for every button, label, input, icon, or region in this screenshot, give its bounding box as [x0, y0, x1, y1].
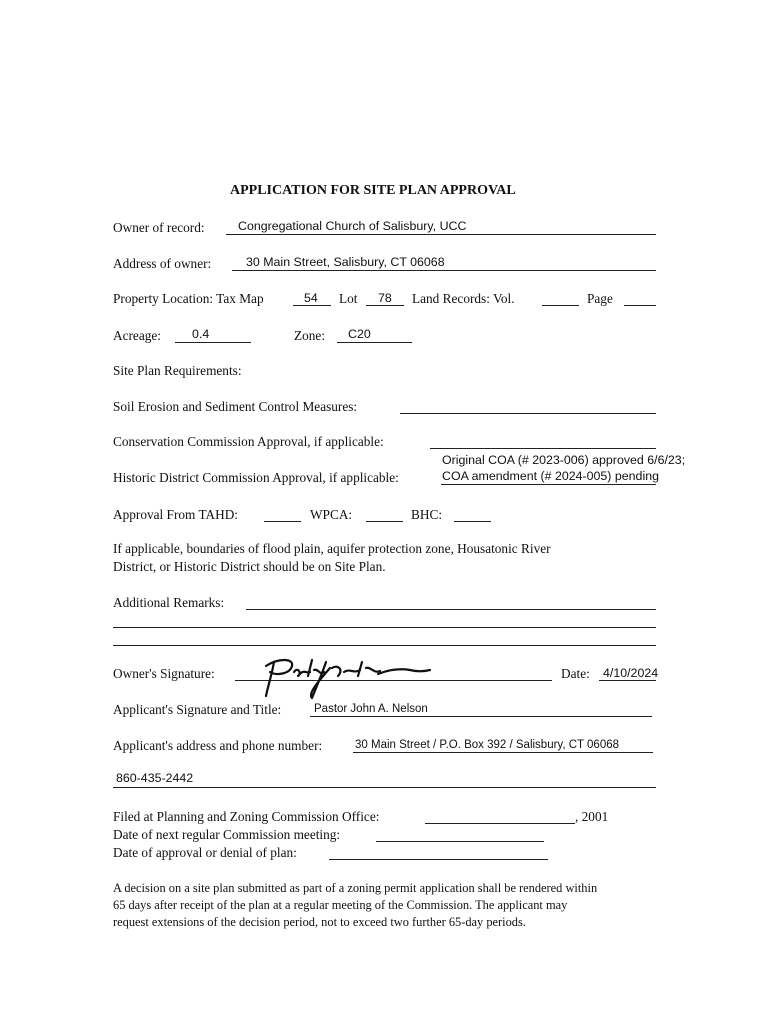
- acreage-field[interactable]: 0.4: [192, 327, 210, 341]
- approval-date-line[interactable]: [329, 859, 548, 860]
- date-line: [599, 680, 656, 681]
- owner-signature-label: Owner's Signature:: [113, 666, 215, 681]
- applicant-address-line: [353, 752, 653, 753]
- owner-line: [226, 234, 656, 235]
- historic-label: Historic District Commission Approval, if applicable:: [113, 470, 399, 485]
- historic-line: [441, 484, 656, 485]
- remarks-line-2[interactable]: [113, 627, 656, 628]
- tax-map-field[interactable]: 54: [304, 291, 318, 305]
- page-label: Page: [587, 291, 613, 306]
- applicant-signature-line: [310, 716, 652, 717]
- filed-year: , 2001: [575, 809, 609, 824]
- decision-line3: request extensions of the decision period, not to exceed two further 65-day periods.: [113, 915, 526, 929]
- soil-erosion-line[interactable]: [400, 413, 656, 414]
- bhc-line[interactable]: [454, 521, 491, 522]
- phone-field[interactable]: 860-435-2442: [116, 771, 194, 785]
- tax-map-line: [293, 305, 331, 306]
- soil-erosion-label: Soil Erosion and Sediment Control Measures:: [113, 399, 358, 414]
- address-label: Address of owner:: [113, 256, 212, 271]
- date-field[interactable]: 4/10/2024: [603, 666, 659, 680]
- address-line: [232, 270, 656, 271]
- applicant-signature-label: Applicant's Signature and Title:: [113, 702, 282, 717]
- filed-line[interactable]: [425, 823, 575, 824]
- decision-line1: A decision on a site plan submitted as part of a zoning permit application shall be rendered within: [113, 881, 598, 895]
- historic-value-line1[interactable]: Original COA (# 2023-006) approved 6/6/23;: [442, 453, 686, 467]
- applicant-address-field[interactable]: 30 Main Street / P.O. Box 392 / Salisbury, CT 06068: [355, 739, 620, 751]
- owner-label: Owner of record:: [113, 220, 205, 235]
- tahd-line[interactable]: [264, 521, 301, 522]
- site-plan-requirements-heading: Site Plan Requirements:: [113, 363, 242, 378]
- applicant-address-label: Applicant's address and phone number:: [113, 738, 323, 753]
- wpca-line[interactable]: [366, 521, 403, 522]
- conservation-line[interactable]: [430, 448, 656, 449]
- acreage-label: Acreage:: [113, 328, 161, 343]
- remarks-line-3[interactable]: [113, 645, 656, 646]
- property-location-label: Property Location: Tax Map: [113, 291, 264, 306]
- phone-line: [113, 787, 656, 788]
- land-records-label: Land Records: Vol.: [412, 291, 515, 306]
- lot-line: [366, 305, 404, 306]
- next-meeting-label: Date of next regular Commission meeting:: [113, 827, 341, 842]
- historic-value-line2[interactable]: COA amendment (# 2024-005) pending: [442, 469, 659, 483]
- lot-field[interactable]: 78: [378, 291, 392, 305]
- owner-field[interactable]: Congregational Church of Salisbury, UCC: [238, 219, 467, 233]
- decision-line2: 65 days after receipt of the plan at a regular meeting of the Commission. The applicant may: [113, 898, 568, 912]
- zone-field[interactable]: C20: [348, 327, 371, 341]
- handwritten-signature: [258, 654, 438, 700]
- bhc-label: BHC:: [411, 507, 443, 522]
- date-label: Date:: [561, 666, 590, 681]
- lot-label: Lot: [339, 291, 358, 306]
- additional-remarks-label: Additional Remarks:: [113, 595, 225, 610]
- volume-line[interactable]: [542, 305, 579, 306]
- zone-label: Zone:: [294, 328, 326, 343]
- wpca-label: WPCA:: [310, 507, 353, 522]
- next-meeting-line[interactable]: [376, 841, 544, 842]
- approval-date-label: Date of approval or denial of plan:: [113, 845, 297, 860]
- remarks-line-1[interactable]: [246, 609, 656, 610]
- flood-note-line2: District, or Historic District should be on Site Plan.: [113, 559, 386, 574]
- filed-label: Filed at Planning and Zoning Commission Office:: [113, 809, 380, 824]
- zone-line: [337, 342, 412, 343]
- applicant-signature-field[interactable]: Pastor John A. Nelson: [314, 703, 428, 715]
- address-field[interactable]: 30 Main Street, Salisbury, CT 06068: [246, 255, 445, 269]
- page-line[interactable]: [624, 305, 656, 306]
- conservation-label: Conservation Commission Approval, if applicable:: [113, 434, 384, 449]
- acreage-line: [175, 342, 251, 343]
- approval-tahd-label: Approval From TAHD:: [113, 507, 239, 522]
- flood-note-line1: If applicable, boundaries of flood plain, aquifer protection zone, Housatonic River: [113, 541, 551, 556]
- form-title: APPLICATION FOR SITE PLAN APPROVAL: [230, 183, 516, 198]
